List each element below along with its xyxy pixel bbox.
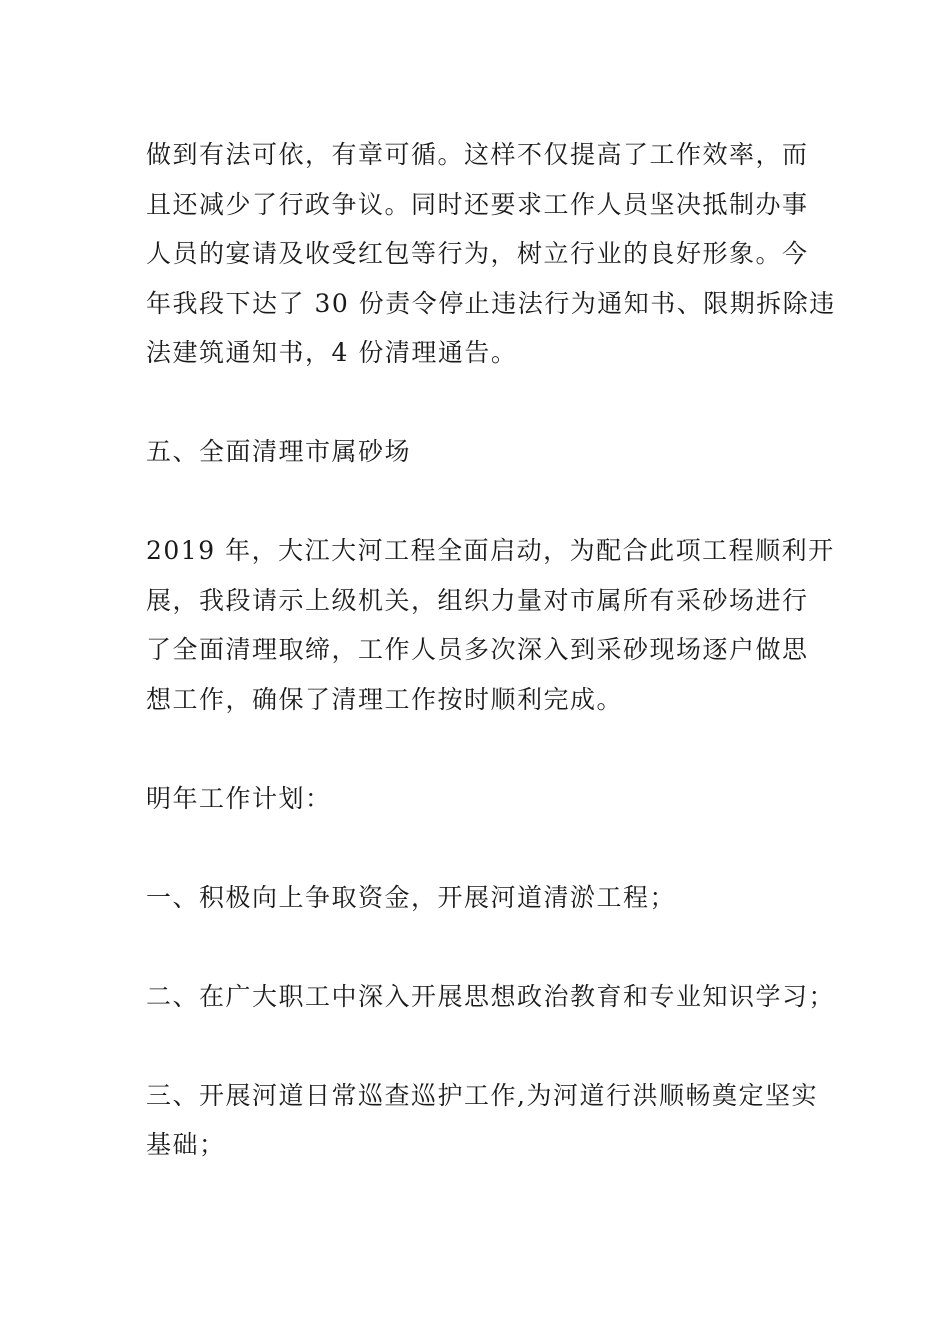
document-body xyxy=(146,130,836,1219)
plan-item-2 xyxy=(146,972,836,1022)
plan-item-3 xyxy=(146,1071,818,1170)
paragraph-sand-yard-cleanup xyxy=(146,526,835,724)
text-line: 2019 年，大江大河工程全面启动，为配合此项工程顺利开 xyxy=(146,536,835,565)
paragraph-enforcement-results xyxy=(146,130,836,378)
section-heading-sand-yards xyxy=(146,427,806,477)
text-line: 展，我段请示上级机关，组织力量对市属所有采砂场进行 xyxy=(146,585,809,615)
text-line: 年我段下达了 30 份责令停止违法行为通知书、限期拆除违 xyxy=(146,288,836,318)
section-heading-next-year-plan xyxy=(146,774,806,824)
text-line: 二、在广大职工中深入开展思想政治教育和专业知识学习； xyxy=(146,981,836,1011)
text-line: 了全面清理取缔，工作人员多次深入到采砂现场逐户做思 xyxy=(146,635,809,664)
text-line: 基础； xyxy=(146,1130,226,1159)
plan-item-1 xyxy=(146,873,806,923)
text-line: 法建筑通知书，4 份清理通告。 xyxy=(146,338,518,367)
text-line: 三、开展河道日常巡查巡护工作,为河道行洪顺畅奠定坚实 xyxy=(146,1080,818,1110)
text-line: 一、积极向上争取资金，开展河道清淤工程； xyxy=(146,882,677,912)
heading-line: 明年工作计划： xyxy=(146,783,332,813)
text-line: 想工作，确保了清理工作按时顺利完成。 xyxy=(146,684,624,714)
heading-line: 五、全面清理市属砂场 xyxy=(146,437,412,466)
text-line: 人员的宴请及收受红包等行为，树立行业的良好形象。今 xyxy=(146,239,809,268)
text-line: 且还减少了行政争议。同时还要求工作人员坚决抵制办事 xyxy=(146,189,809,219)
text-line: 做到有法可依，有章可循。这样不仅提高了工作效率，而 xyxy=(146,140,809,169)
